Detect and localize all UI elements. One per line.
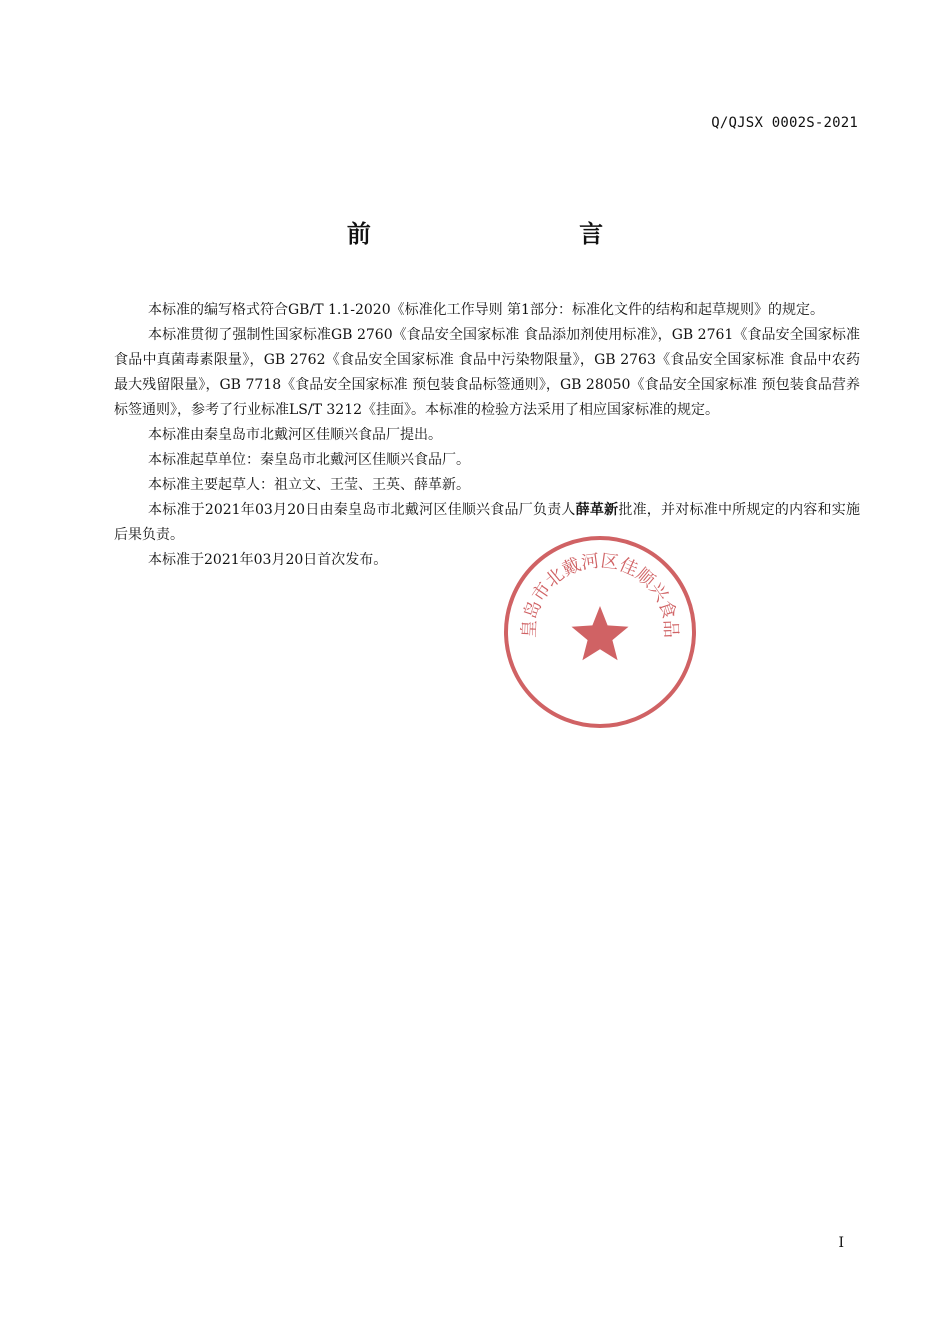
paragraph-standards: 本标准贯彻了强制性国家标准GB 2760《食品安全国家标准 食品添加剂使用标准》，GB 2761《食品安全国家标准 食品中真菌毒素限量》，GB 2762《食品安全国家标准 食品中污染物限量》，GB 2763《食品安全国家标准 食品中农药最大残留限量》，GB 7718《食品安全国家标准 预包装食品标签通则》，GB 28050《食品安全国家标准 预包装食品营养标签通则》，参考了行业标准LS/T 3212《挂面》。本标准的检验方法采用了相应国家标准的规定。 [114,327,860,418]
paragraph-approval [114,498,860,548]
standard-code: Q/QJSX 0002S-2021 [711,115,858,131]
seal-text: 皇岛市北戴河区佳顺兴食品 [518,550,682,639]
seal-star-icon [572,606,629,660]
seal-graphic [500,532,700,732]
paragraph-proposer: 本标准由秦皇岛市北戴河区佳顺兴食品厂提出。 [148,427,442,443]
paragraph-drafting-unit: 本标准起草单位：秦皇岛市北戴河区佳顺兴食品厂。 [148,452,470,468]
company-seal [500,532,700,732]
paragraph-drafters: 本标准主要起草人：祖立文、王莹、王英、薛革新。 [148,477,470,493]
foreword-body [114,298,860,573]
approval-text-before: 本标准于2021年03月20日由秦皇岛市北戴河区佳顺兴食品厂负责人 [148,502,576,518]
paragraph-release: 本标准于2021年03月20日首次发布。 [148,552,388,568]
approval-signer: 薛革新 [575,502,619,518]
page-number: I [838,1235,844,1251]
paragraph-format: 本标准的编写格式符合GB/T 1.1-2020《标准化工作导则 第1部分：标准化文件的结构和起草规则》的规定。 [148,302,824,318]
approval-text-after: 批准，并对标准中所规定的内容和实施后果负责。 [114,502,860,543]
page-title: 前 言 [346,220,704,248]
